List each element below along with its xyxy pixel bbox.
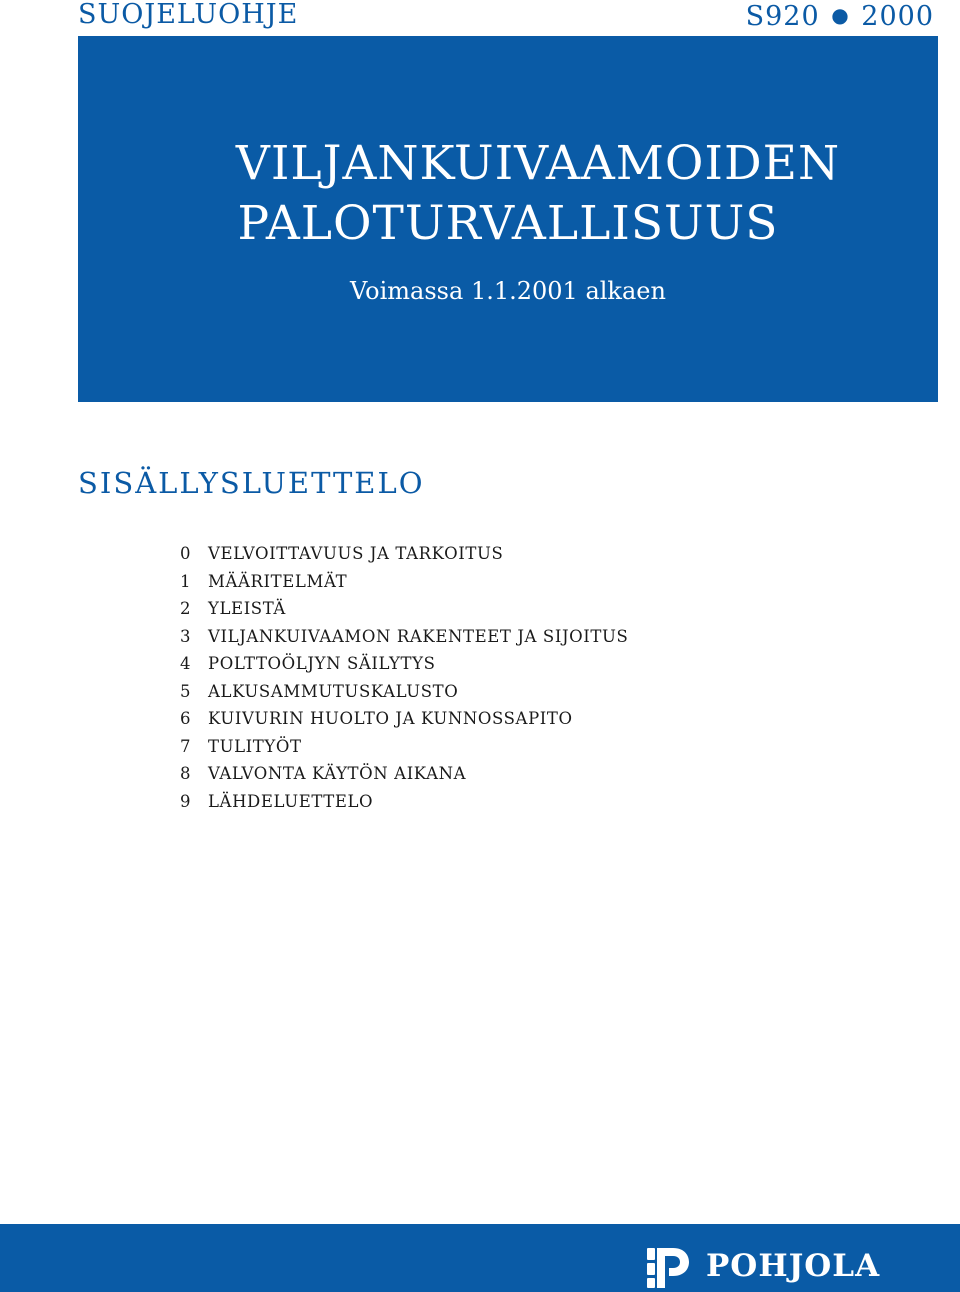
toc-item-number: 3 bbox=[180, 626, 192, 646]
toc-item-number: 8 bbox=[180, 764, 192, 783]
toc-item bbox=[180, 788, 628, 816]
toc-item bbox=[180, 678, 628, 706]
toc-item bbox=[180, 623, 628, 651]
code-number: S920 bbox=[745, 1, 820, 32]
toc-item bbox=[180, 568, 628, 596]
toc-item-label: MÄÄRITELMÄT bbox=[208, 571, 348, 591]
title-line-2: PALOTURVALLISUUS bbox=[237, 196, 779, 251]
toc-item-number: 7 bbox=[180, 736, 192, 756]
toc-heading: SISÄLLYSLUETTELO bbox=[78, 466, 425, 500]
toc-item bbox=[180, 733, 628, 761]
toc-item bbox=[180, 540, 628, 568]
toc-item bbox=[180, 595, 628, 623]
toc-item-number: 4 bbox=[180, 654, 192, 673]
document-code bbox=[746, 0, 934, 32]
toc-item-label: LÄHDELUETTELO bbox=[208, 791, 374, 811]
title-banner bbox=[78, 36, 938, 402]
toc-item-label: VALVONTA KÄYTÖN AIKANA bbox=[208, 764, 467, 783]
toc-item bbox=[180, 760, 628, 788]
title-line-1: VILJANKUIVAAMOIDEN bbox=[235, 136, 841, 191]
toc-item-label: VILJANKUIVAAMON RAKENTEET JA SIJOITUS bbox=[208, 626, 629, 646]
bullet-separator: ● bbox=[831, 3, 850, 27]
toc-item-number: 2 bbox=[180, 599, 192, 618]
toc-item bbox=[180, 705, 628, 733]
series-label: SUOJELUOHJE bbox=[78, 0, 299, 30]
toc-item-label: KUIVURIN HUOLTO JA KUNNOSSAPITO bbox=[208, 709, 573, 728]
code-year: 2000 bbox=[861, 1, 934, 32]
toc-item-number: 0 bbox=[180, 544, 192, 563]
toc-item-number: 1 bbox=[180, 571, 192, 591]
toc-item-number: 5 bbox=[180, 681, 192, 701]
brand-logotype: POHJOLA bbox=[706, 1248, 881, 1284]
footer-bar bbox=[0, 1224, 960, 1292]
toc-item-number: 6 bbox=[180, 709, 192, 728]
pohjola-p-logo-icon bbox=[647, 1246, 691, 1290]
toc-item-label: POLTTOÖLJYN SÄILYTYS bbox=[208, 654, 436, 673]
toc-item-label: YLEISTÄ bbox=[208, 599, 286, 618]
toc-item-label: ALKUSAMMUTUSKALUSTO bbox=[208, 681, 459, 701]
toc-item-label: VELVOITTAVUUS JA TARKOITUS bbox=[208, 544, 504, 563]
toc-item bbox=[180, 650, 628, 678]
toc-list bbox=[180, 540, 628, 815]
toc-item-number: 9 bbox=[180, 791, 192, 811]
toc-item-label: TULITYÖT bbox=[208, 736, 302, 756]
validity-subtitle: Voimassa 1.1.2001 alkaen bbox=[350, 277, 666, 305]
